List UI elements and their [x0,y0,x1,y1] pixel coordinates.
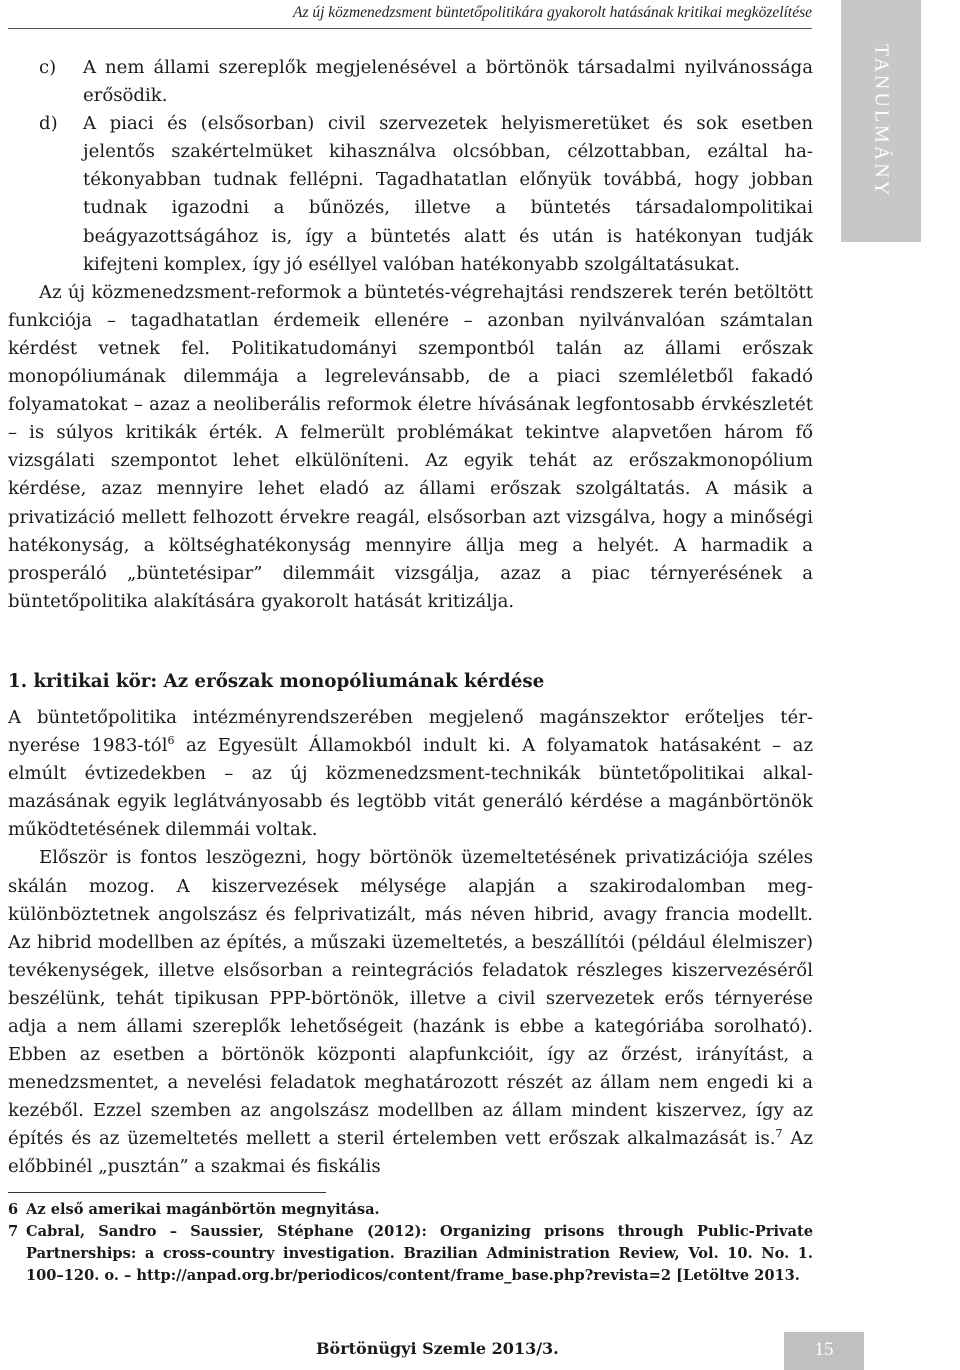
body-paragraph [8,704,813,844]
footnote-7 [8,1221,813,1287]
list-item-c [8,54,813,110]
page-number-box [784,1332,864,1370]
article-body [8,54,813,1182]
footnote-number: 7 [8,1223,19,1240]
footnote-ref-6[interactable]: 6 [167,734,175,748]
footnote-ref-7[interactable]: 7 [775,1127,783,1141]
list-item-text: A nem állami szereplők megjelenésével a börtönök társadalmi nyilvánossága erősödik. [83,57,813,107]
footnotes [8,1199,813,1287]
body-paragraph [8,844,813,1181]
paragraph-text: Először is fontos leszögezni, hogy börtönök üzemeltetésének privatizációja széles skálán mozog. A kiszervezések mélysége alapján a szakirodalomban megkülönböztetnek angolszász és felprivatizált, más néven hibrid, avagy francia modellt. Az hibrid modellben az építés, a műszaki üzemeltetés, a beszállítói (például élelmiszer) tevékenységek, illetve elsősorban a reintegrációs feladatok részleges kiszervezéséről beszélünk, tehát tipikusan PPP-börtönök, illetve a civil szervezetek erős térnyerése adja a nem állami szereplők lehetőségeit (hazánk is ebbe a kategóriába sorolható). Ebben az esetben a börtönök központi alapfunkcióit, így az őrzést, irányítást, a menedzsmentet, a nevelési feladatok meghatározott részét az állam nem engedi ki a kezéből. Ezzel szemben az angolszász modellben az állam mindent kiszervez, így az építés és az üzemeltetés mellett a steril értelemben vett erőszak alkalmazását is. [8,847,813,1150]
running-header-title: Az új közmenedzsment büntetőpolitikára gyakorolt hatásának kritikai megközelítése [8,4,812,29]
footer-journal-title: Börtönügyi Szemle 2013/3. [316,1339,559,1358]
footnote-6 [8,1199,813,1221]
footnote-text: Az első amerikai magánbörtön megnyitása. [26,1201,380,1218]
footnote-divider [8,1192,326,1193]
side-tab-label: TANULMÁNY [870,43,893,199]
list-item-d [8,110,813,279]
list-item-text: A piaci és (elsősorban) civil szervezetek helyismeretüket és sok esetben jelentős szakértelmüket kihasználva olcsóbban, célzottabban, ezáltal hatékonyabban tudnak fellépni. Tagadhatatlan előnyük továbbá, hogy jobban tudnak igazodni a bűnözés, illetve a büntetés társadalompolitikai beágyazottságához is, így a büntetés alatt és után is hatékonyan tudják kifejteni komplex, így jó eséllyel valóban hatékonyabb szolgáltatásukat. [83,113,813,275]
body-paragraph: Az új közmenedzsment-reformok a büntetés-végrehajtási rendszerek terén betöltött funkciója – tagadhatatlan érdemeik ellenére – azonban nyilvánvalóan számtalan kérdést vetnek fel. Politikatudományi szempontból talán az állami erőszak monopóliumának dilemmája a legrelevánsabb, de a piaci szemléletből fakadó folyamatokat – azaz a neoliberális reformok életre hívásának legfontosabb érvkészletét – is súlyos kritikák érték. A felmerült problémákat tekintve alapvetően három fő vizsgálati szempontot lehet elkülöníteni. Az egyik tehát az erőszakmonopólium kérdése, azaz mennyire lehet eladó az állami erőszak szolgáltatás. A másik a privatizáció mellett felhozott érvekre reagál, elsősorban azt vizsgálva, hogy a minőségi hatékonyság, a költséghatékonyság mennyire állja meg a helyét. A harmadik a prosperáló „büntetésipar” dilemmáit vizsgálja, azaz a piac térnyerésének a büntetőpolitika alakítására gyakorolt hatását kritizálja. [8,281,813,612]
section-side-tab [841,0,921,242]
section-heading: 1. kritikai kör: Az erőszak monopóliumának kérdése [8,670,545,692]
list-marker: c) [39,57,57,78]
footnote-text: Cabral, Sandro – Saussier, Stéphane (2012): Organizing prisons through Public-Private Partnerships: a cross-country investigation. Brazilian Administration Review, Vol. 10. No. 1. 100–120. o. – http://anpad.org.br/periodicos/content/frame_base.php?revista=2 [Letöltve 2013. [26,1223,813,1284]
paragraph-text: Az előbbinél „pusztán” a szakmai és fiskális [8,1128,813,1178]
page-number: 15 [814,1339,834,1360]
paragraph-text: az Egyesült Államokból indult ki. A folyamatok hatásaként – az elmúlt évtizedekben – az új közmenedzsment-technikák büntetőpolitikai alkalmazásának egyik leglátványosabb és legtöbb vitát generáló kérdése a magánbörtönök működtetésének dilemmái voltak. [8,735,813,841]
paragraph-text: A büntetőpolitika intézményrendszerében megjelenő magánszektor erőteljes térnyerése 1983-tól [8,706,813,757]
list-marker: d) [39,113,58,135]
footnote-number: 6 [8,1201,19,1218]
